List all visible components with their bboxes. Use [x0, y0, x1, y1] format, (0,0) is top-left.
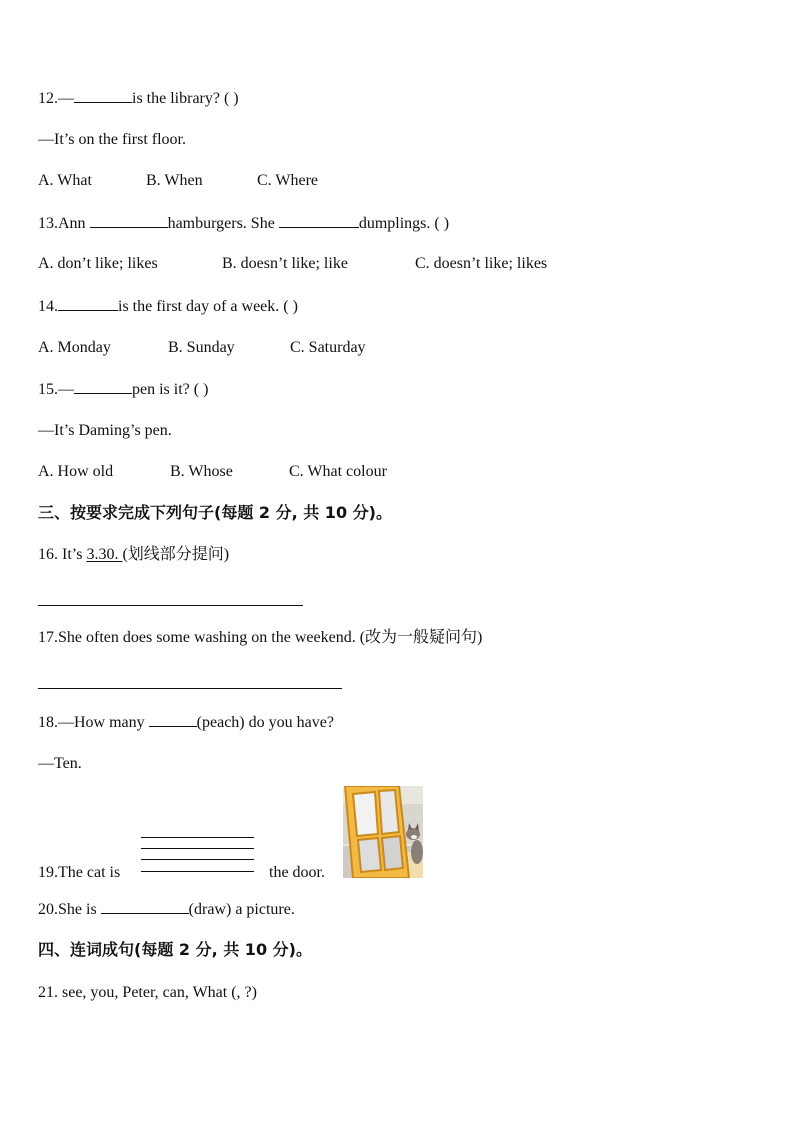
q13-options — [38, 254, 547, 274]
q12-blank[interactable] — [74, 88, 132, 103]
q14-prefix: 14. — [38, 298, 58, 315]
q12-prefix: 12.— — [38, 90, 74, 107]
q14-blank[interactable] — [58, 296, 118, 311]
q20-prefix: 20.She is — [38, 901, 101, 918]
q12-options — [38, 171, 318, 191]
section-3-heading: 三、按要求完成下列句子(每题 2 分, 共 10 分)。 — [38, 503, 392, 522]
q19-suffix: the door. — [269, 864, 325, 881]
q15-option-a[interactable]: A. How old — [38, 463, 114, 480]
q13-suffix: dumplings. ( ) — [358, 215, 450, 232]
question-16 — [38, 545, 229, 565]
q16-prefix: 16. It’s — [38, 546, 87, 563]
q13-prefix: 13.Ann — [38, 215, 90, 232]
question-20 — [38, 899, 295, 920]
q18-prefix: 18.—How many — [38, 714, 149, 731]
q20-blank[interactable] — [101, 899, 189, 914]
q13-option-a[interactable]: A. don’t like; likes — [38, 255, 158, 272]
q12-suffix: is the library? ( ) — [132, 90, 239, 107]
q16-underlined-time: 3.30. — [86, 546, 123, 563]
q12-option-a[interactable]: A. What — [38, 172, 92, 189]
q14-options — [38, 338, 366, 358]
question-15 — [38, 379, 208, 400]
q13-blank-1[interactable] — [90, 213, 168, 228]
q12-option-c[interactable]: C. Where — [257, 172, 319, 189]
q14-suffix: is the first day of a week. ( ) — [118, 298, 298, 315]
q20-suffix: (draw) a picture. — [188, 901, 295, 918]
q15-blank[interactable] — [74, 379, 132, 394]
q14-option-c[interactable]: C. Saturday — [290, 339, 366, 356]
q17-answer-line[interactable] — [38, 688, 342, 689]
q14-option-b[interactable]: B. Sunday — [168, 339, 235, 356]
q18-blank[interactable] — [149, 712, 197, 727]
q18-reply: —Ten. — [38, 755, 82, 772]
q16-suffix: (划线部分提问) — [122, 546, 230, 563]
question-13 — [38, 213, 449, 234]
question-14 — [38, 296, 298, 317]
q13-mid: hamburgers. She — [167, 215, 279, 232]
q15-options — [38, 462, 387, 482]
q19-prefix: 19.The cat is — [38, 864, 121, 881]
q15-option-b[interactable]: B. Whose — [170, 463, 233, 480]
question-12 — [38, 88, 239, 109]
q16-answer-line[interactable] — [38, 605, 303, 606]
question-18 — [38, 712, 334, 733]
q15-reply: —It’s Daming’s pen. — [38, 422, 172, 439]
cat-behind-door-picture — [343, 786, 423, 878]
q13-blank-2[interactable] — [279, 213, 359, 228]
question-21: 21. see, you, Peter, can, What (, ?) — [38, 984, 257, 1001]
section-4-heading: 四、连词成句(每题 2 分, 共 10 分)。 — [38, 940, 312, 959]
q18-suffix: (peach) do you have? — [196, 714, 334, 731]
q13-option-b[interactable]: B. doesn’t like; like — [222, 255, 348, 272]
q15-suffix: pen is it? ( ) — [132, 381, 209, 398]
question-17: 17.She often does some washing on the weekend. (改为一般疑问句) — [38, 629, 483, 646]
q12-option-b[interactable]: B. When — [146, 172, 203, 189]
q14-option-a[interactable]: A. Monday — [38, 339, 111, 356]
q13-option-c[interactable]: C. doesn’t like; likes — [415, 255, 548, 272]
q15-prefix: 15.— — [38, 381, 74, 398]
q15-option-c[interactable]: C. What colour — [289, 463, 387, 480]
q12-reply: —It’s on the first floor. — [38, 131, 186, 148]
